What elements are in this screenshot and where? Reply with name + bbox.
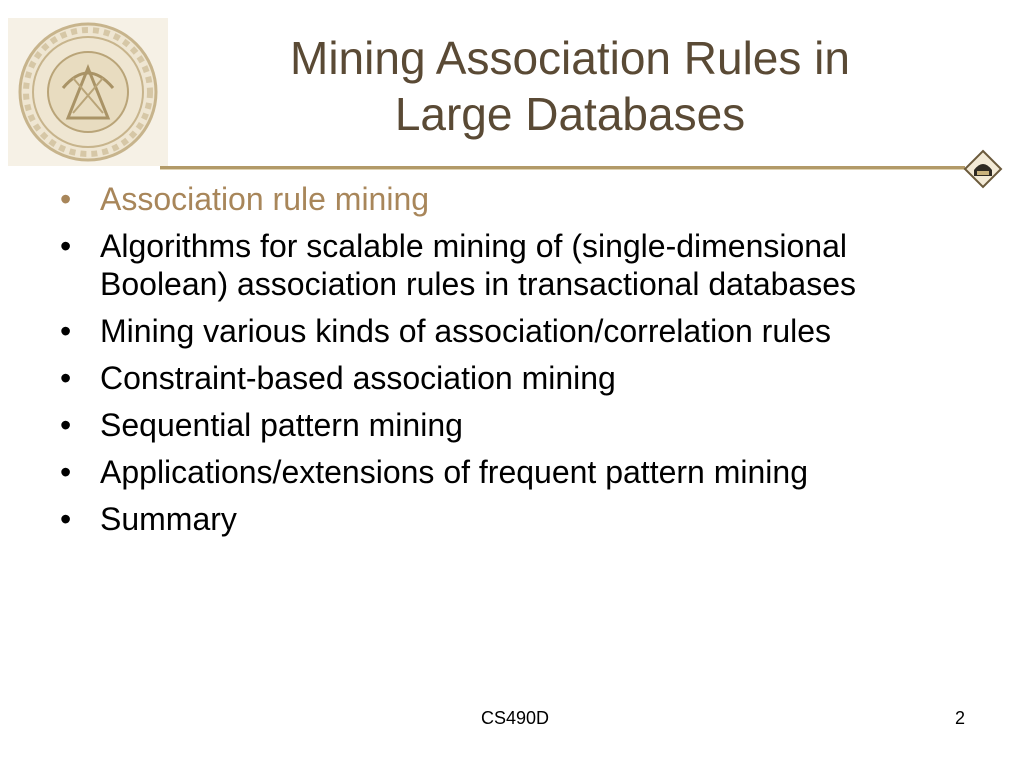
university-seal-icon <box>8 18 168 166</box>
bullet-marker: • <box>60 454 72 490</box>
bullet-marker: • <box>60 501 72 537</box>
title-line-1: Mining Association Rules in <box>290 32 850 84</box>
bullet-text: Algorithms for scalable mining of (single-dimensional Boolean) association rules in transactional databases <box>100 228 857 302</box>
slide-title <box>190 30 950 142</box>
bullet-marker: • <box>60 228 72 264</box>
title-line-2: Large Databases <box>394 88 746 140</box>
bullet-marker: • <box>60 407 72 443</box>
bullet-list <box>56 180 976 547</box>
bullet-marker: • <box>60 181 72 217</box>
bullet-text: Sequential pattern mining <box>100 407 463 443</box>
bullet-item <box>56 359 976 397</box>
bullet-text: Applications/extensions of frequent pattern mining <box>100 454 808 490</box>
bullet-item <box>56 227 976 303</box>
footer-course: CS490D <box>480 708 550 728</box>
bullet-item <box>56 312 976 350</box>
bullet-item <box>56 500 976 538</box>
bullet-item <box>56 180 976 218</box>
title-divider-shadow <box>160 169 965 170</box>
bullet-marker: • <box>60 313 72 349</box>
bullet-marker: • <box>60 360 72 396</box>
bullet-text: Constraint-based association mining <box>100 360 616 396</box>
bullet-text: Association rule mining <box>100 181 430 217</box>
bullet-item <box>56 406 976 444</box>
bullet-item <box>56 453 976 491</box>
bullet-text: Mining various kinds of association/correlation rules <box>100 313 832 349</box>
page-number: 2 <box>954 708 965 728</box>
bullet-text: Summary <box>100 501 237 537</box>
